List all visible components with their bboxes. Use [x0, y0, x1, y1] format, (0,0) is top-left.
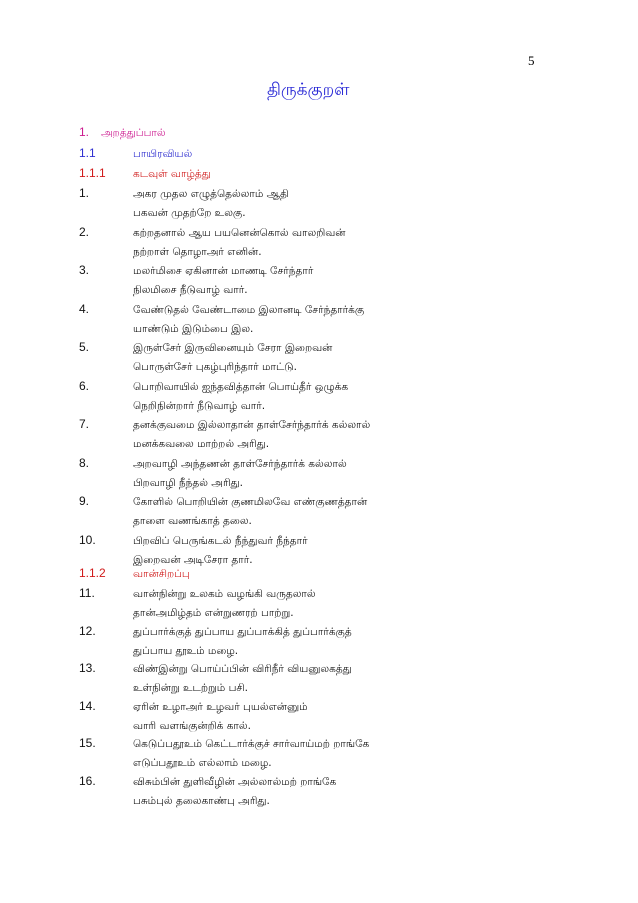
verse-line-1: துப்பார்க்குத் துப்பாய துப்பாக்கித் துப்பார்க்குத்: [133, 625, 352, 638]
section-heading: [79, 146, 192, 164]
verse-line-2: யாண்டும் இடும்பை இல.: [133, 322, 254, 335]
verse-number: 7.: [79, 417, 90, 431]
verse-row: [79, 379, 348, 397]
verse-line-2: வாரி வளங்குன்றிக் கால்.: [133, 719, 251, 732]
verse-row: [79, 340, 332, 358]
verse-line-1: கெடுப்பதூஉம் கெட்டார்க்குச் சார்வாய்மற் றாங்கே: [133, 738, 370, 750]
verse-row: [79, 624, 352, 642]
chapter-number: 1.1.1: [79, 166, 106, 180]
verse-number: 11.: [79, 586, 95, 600]
verse-line-1: பிறவிப் பெருங்கடல் நீந்துவர் நீந்தார்: [133, 534, 308, 547]
verse-line-1: வான்நின்று உலகம் வழங்கி வருதலால்: [133, 588, 316, 600]
verse-row: [79, 586, 316, 604]
verse-line-2: துப்பாய தூஉம் மழை.: [133, 644, 239, 657]
page-number: 5: [528, 53, 535, 68]
verse-number: 14.: [79, 698, 96, 713]
section-number: 1.1: [79, 146, 96, 160]
verse-number: 1.: [79, 186, 90, 200]
page-title: திருக்குறள்: [267, 80, 350, 100]
verse-line-1: ஏரின் உழாஅர் உழவர் புயல்என்னும்: [133, 700, 308, 713]
verse-line-1: விசும்பின் துளிவீழின் அல்லால்மற் றாங்கே: [133, 775, 337, 788]
verse-line-2: நற்றாள் தொழாஅர் எனின்.: [133, 245, 262, 258]
verse-line-2: உள்நின்று உடற்றும் பசி.: [133, 682, 248, 694]
verse-number: 13.: [79, 661, 96, 675]
verse-row: [79, 699, 308, 717]
chapter-heading: [79, 166, 211, 184]
verse-line-2: எடுப்பதூஉம் எல்லாம் மழை.: [133, 757, 272, 769]
verse-line-1: அறவாழி அந்தணன் தாள்சேர்ந்தார்க் கல்லால்: [133, 457, 347, 470]
verse-number: 10.: [79, 532, 96, 547]
verse-number: 5.: [79, 340, 90, 354]
section-label: பாயிரவியல்: [133, 148, 193, 160]
verse-line-1: மலர்மிசை ஏகினான் மாணடி சேர்ந்தார்: [133, 265, 314, 277]
verse-line-1: தனக்குவமை இல்லாதான் தாள்சேர்ந்தார்க் கல்லால்: [133, 419, 371, 431]
verse-row: [79, 494, 367, 512]
verse-number: 15.: [79, 736, 96, 750]
verse-line-1: இருள்சேர் இருவினையும் சேரா இறைவன்: [133, 342, 333, 354]
verse-line-1: விண்இன்று பொய்ப்பின் விரிநீர் வியனுலகத்து: [133, 663, 352, 675]
verse-number: 16.: [79, 773, 96, 788]
verse-row: [79, 302, 364, 320]
verse-row: [79, 186, 289, 204]
verse-number: 12.: [79, 623, 96, 638]
verse-line-1: கோளில் பொறியின் குணமிலவே எண்குணத்தான்: [133, 496, 368, 508]
verse-line-1: அகர முதல எழுத்தெல்லாம் ஆதி: [133, 188, 289, 200]
verse-number: 3.: [79, 263, 90, 277]
verse-row: [79, 417, 370, 435]
verse-line-1: வேண்டுதல் வேண்டாமை இலானடி சேர்ந்தார்க்கு: [133, 303, 365, 316]
verse-line-2: மனக்கவலை மாற்றல் அரிது.: [133, 438, 270, 450]
verse-row: [79, 225, 346, 243]
part-number: 1.: [79, 125, 90, 139]
verse-line-2: நிலமிசை நீடுவாழ் வார்.: [133, 284, 248, 296]
verse-number: 8.: [79, 455, 90, 470]
verse-line-2: நெறிநின்றார் நீடுவாழ் வார்.: [133, 399, 266, 412]
verse-line-2: தான்அமிழ்தம் என்றுணரற் பாற்று.: [133, 607, 294, 619]
chapter-number: 1.1.2: [79, 566, 106, 580]
part-label: அறத்துப்பால்: [101, 127, 166, 139]
verse-row: [79, 774, 336, 792]
verse-row: [79, 736, 369, 754]
chapter-label: கடவுள் வாழ்த்து: [133, 168, 211, 180]
chapter-label: வான்சிறப்பு: [133, 568, 190, 580]
verse-number: 6.: [79, 378, 90, 393]
chapter-heading: [79, 566, 190, 584]
verse-line-1: கற்றதனால் ஆய பயனென்கொல் வாலறிவன்: [133, 226, 346, 239]
verse-row: [79, 263, 313, 281]
verse-number: 2.: [79, 224, 90, 239]
verse-line-2: இறைவன் அடிசேரா தார்.: [133, 553, 253, 566]
verse-row: [79, 533, 308, 551]
verse-row: [79, 661, 352, 679]
verse-line-2: பிறவாழி நீந்தல் அரிது.: [133, 476, 243, 489]
verse-line-2: தாளை வணங்காத் தலை.: [133, 515, 252, 527]
part-heading: [79, 125, 166, 143]
verse-row: [79, 456, 347, 474]
verse-number: 9.: [79, 494, 90, 508]
verse-line-1: பொறிவாயில் ஐந்தவித்தான் பொய்தீர் ஒழுக்க: [133, 380, 349, 393]
verse-line-2: பசும்புல் தலைகாண்பு அரிது.: [133, 794, 270, 807]
verse-line-2: பொருள்சேர் புகழ்புரிந்தார் மாட்டு.: [133, 361, 298, 373]
verse-number: 4.: [79, 301, 90, 316]
verse-line-2: பகவன் முதற்றே உலகு.: [133, 207, 246, 219]
